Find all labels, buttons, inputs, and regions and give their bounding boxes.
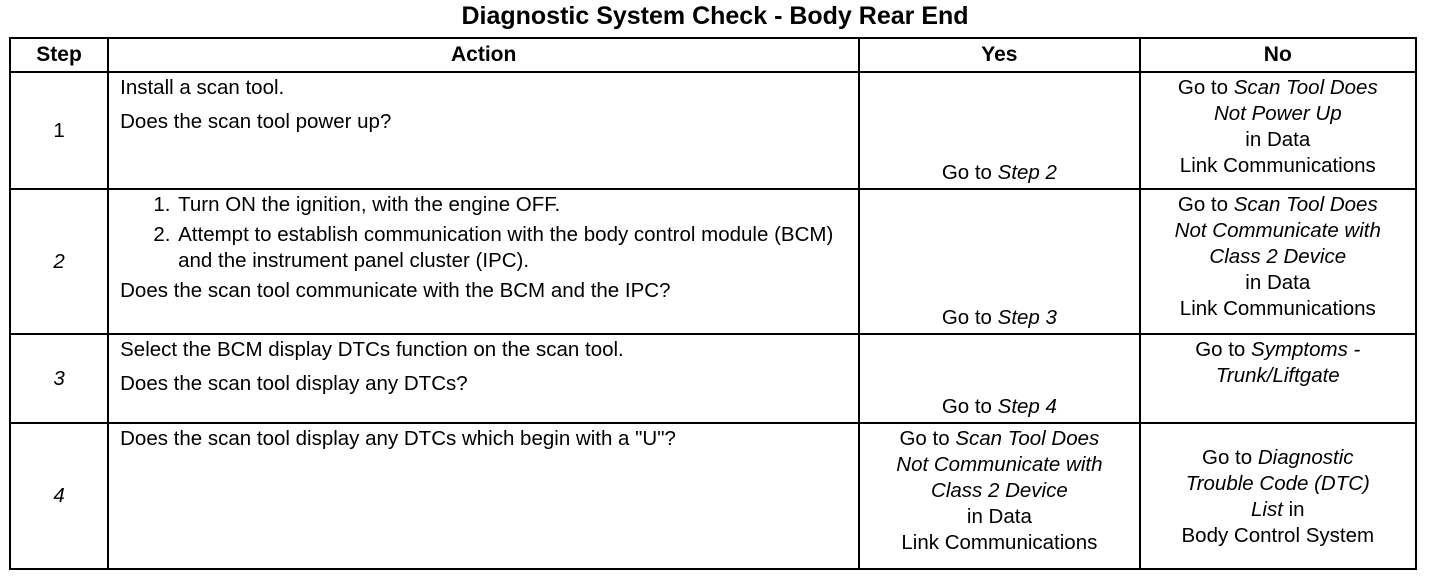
table-row [10, 72, 1416, 189]
action-cell [108, 423, 859, 569]
no-ref-link[interactable]: Class 2 Device [1209, 245, 1347, 268]
document-title: Diagnostic System Check - Body Rear End [461, 2, 969, 30]
yes-cell [859, 189, 1139, 334]
no-line: Body Control System [1181, 524, 1375, 547]
action-step-item: 2. Attempt to establish communication with the body control module (BCM) and the instrument panel cluster (IPC). [176, 222, 848, 274]
action-text: Select the BCM display DTCs function on the scan tool. [120, 338, 624, 361]
table-row [10, 334, 1416, 423]
yes-prefix: Go to [899, 427, 950, 450]
no-prefix: Go to [1195, 338, 1246, 361]
no-ref-link[interactable]: Not Communicate with [1174, 219, 1381, 242]
yes-step-link[interactable]: Step 2 [997, 161, 1057, 184]
yes-cell [859, 72, 1139, 189]
no-line [1141, 471, 1415, 497]
yes-prefix: Go to [941, 161, 992, 184]
yes-line [860, 452, 1138, 478]
no-line [1141, 497, 1415, 523]
action-cell [108, 334, 859, 423]
yes-step-link[interactable]: Step 4 [997, 395, 1057, 418]
no-cell [1140, 334, 1416, 423]
table-row [10, 189, 1416, 334]
no-cell [1140, 189, 1416, 334]
no-ref-link[interactable]: List [1251, 498, 1283, 521]
no-ref-link[interactable]: Symptoms - [1251, 338, 1361, 361]
action-question: Does the scan tool display any DTCs? [120, 372, 468, 395]
step-number: 4 [10, 423, 108, 569]
yes-ref-link[interactable]: Not Communicate with [896, 453, 1103, 476]
no-ref-link[interactable]: Not Power Up [1213, 102, 1342, 125]
no-cell [1140, 72, 1416, 189]
step-number: 3 [10, 334, 108, 423]
no-line [1141, 244, 1415, 270]
no-line [1141, 445, 1415, 471]
no-line [1141, 337, 1415, 363]
action-step-item: 1. Turn ON the ignition, with the engine OFF. [176, 192, 848, 218]
yes-ref-link[interactable]: Scan Tool Does [955, 427, 1100, 450]
header-yes: Yes [859, 38, 1139, 72]
no-suffix: in [1288, 498, 1305, 521]
no-line [1141, 363, 1415, 389]
no-line [1141, 75, 1415, 101]
yes-ref-link[interactable]: Class 2 Device [931, 479, 1068, 502]
no-line [1141, 218, 1415, 244]
action-cell [108, 189, 859, 334]
step-number: 1 [10, 72, 108, 189]
action-question: Does the scan tool power up? [120, 110, 392, 133]
action-question: Does the scan tool display any DTCs which begin with a "U"? [120, 427, 676, 450]
no-line: Link Communications [1179, 297, 1376, 320]
yes-line: Link Communications [901, 531, 1098, 554]
action-text: Install a scan tool. [120, 76, 285, 99]
no-ref-link[interactable]: Diagnostic [1257, 446, 1354, 469]
diagnostic-table [9, 37, 1417, 570]
yes-step-link[interactable]: Step 3 [997, 306, 1057, 329]
no-line: in Data [1245, 271, 1311, 294]
no-prefix: Go to [1177, 193, 1229, 216]
action-question: Does the scan tool communicate with the BCM and the IPC? [120, 279, 671, 302]
no-prefix: Go to [1177, 76, 1229, 99]
no-cell [1140, 423, 1416, 569]
no-ref-link[interactable]: Scan Tool Does [1233, 76, 1378, 99]
yes-prefix: Go to [941, 395, 992, 418]
header-row [10, 38, 1416, 72]
action-cell [108, 72, 859, 189]
no-line [1141, 101, 1415, 127]
no-line: in Data [1245, 128, 1311, 151]
yes-cell [859, 423, 1139, 569]
yes-line: in Data [966, 505, 1032, 528]
yes-line [860, 426, 1138, 452]
header-action: Action [108, 38, 859, 72]
step-number: 2 [10, 189, 108, 334]
action-steps-list [120, 192, 848, 274]
yes-line [860, 478, 1138, 504]
no-prefix: Go to [1202, 446, 1253, 469]
no-ref-link[interactable]: Scan Tool Does [1233, 193, 1378, 216]
no-ref-link[interactable]: Trouble Code (DTC) [1185, 472, 1370, 495]
no-line: Link Communications [1179, 154, 1376, 177]
yes-prefix: Go to [941, 306, 992, 329]
table-row [10, 423, 1416, 569]
header-no: No [1140, 38, 1416, 72]
no-line [1141, 192, 1415, 218]
header-step: Step [10, 38, 108, 72]
yes-cell [859, 334, 1139, 423]
no-ref-link[interactable]: Trunk/Liftgate [1215, 364, 1340, 387]
